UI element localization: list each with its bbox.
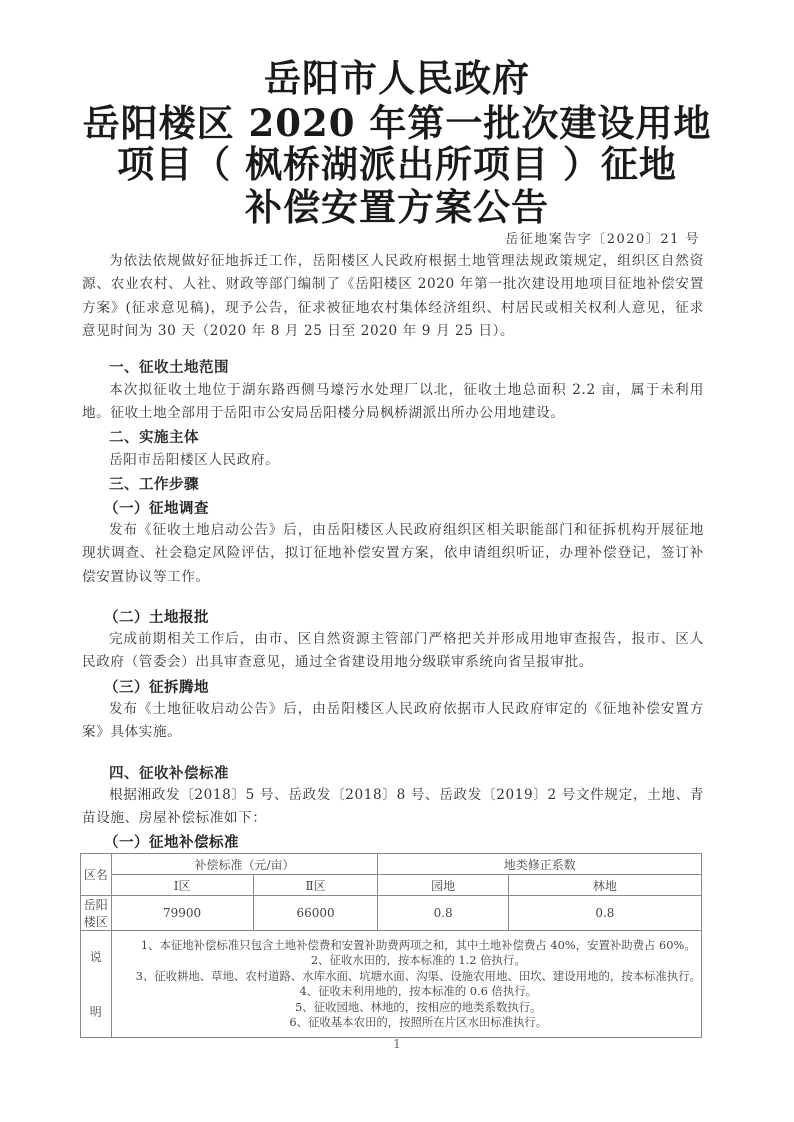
note-item: 5、征收园地、林地的，按相应的地类系数执行。 xyxy=(295,999,542,1014)
note-item: 2、征收水田的，按本标准的 1.2 倍执行。 xyxy=(310,953,526,967)
section-4-body: 根据湘政发〔2018〕5 号、岳政发〔2018〕8 号、岳政发〔2019〕2 号文件规定，土地、青苗设施、房屋补偿标准如下： xyxy=(82,787,704,827)
title-line-3: 项目（ 枫桥湖派出所项目 ）征地 xyxy=(117,142,677,186)
cell-zone-1: 79900 xyxy=(111,896,253,931)
subsection-3-2-heading: （二）土地报批 xyxy=(104,609,209,626)
header-zone-1: Ⅰ区 xyxy=(111,875,253,896)
section-2-heading: 二、实施主体 xyxy=(109,430,199,446)
table-header-row xyxy=(81,854,702,875)
compensation-table xyxy=(80,853,702,1038)
table-row xyxy=(81,896,702,931)
subsection-3-3-body: 发布《土地征收启动公告》后，由岳阳楼区人民政府依据市人民政府审定的《征地补偿安置方案》具体实施。 xyxy=(82,701,704,741)
subsection-3-2-body: 完成前期相关工作后，由市、区自然资源主管部门严格把关并形成用地审查报告，报市、区人民政府（管委会）出具审查意见，通过全省建设用地分级联审系统向省呈报审批。 xyxy=(82,631,704,671)
header-zone-2: Ⅱ区 xyxy=(253,875,378,896)
subsection-4-1-heading: （一）征地补偿标准 xyxy=(104,834,239,851)
header-land-coefficient: 地类修正系数 xyxy=(378,854,702,875)
title-line-1: 岳阳市人民政府 xyxy=(264,56,530,100)
cell-forest: 0.8 xyxy=(508,896,701,931)
header-garden: 园地 xyxy=(378,875,508,896)
cell-zone-2: 66000 xyxy=(253,896,378,931)
subsection-3-3-heading: （三）征拆腾地 xyxy=(104,679,209,696)
note-item: 6、征收基本农田的，按照所在片区水田标准执行。 xyxy=(289,1015,548,1029)
page-number: 1 xyxy=(393,1037,401,1051)
cell-garden: 0.8 xyxy=(378,896,508,931)
document-number: 岳征地案告字〔2020〕21 号 xyxy=(505,232,700,247)
subsection-3-1-body: 发布《征收土地启动公告》后，由岳阳楼区人民政府组织区相关职能部门和征拆机构开展征地现状调查、社会稳定风险评估，拟订征地补偿安置方案，依申请组织听证，办理补偿登记，签订补偿安置协议等工作。 xyxy=(82,522,704,585)
note-item: 3、征收耕地、草地、农村道路、水库水面、坑塘水面、沟渠、设施农用地、田坎、建设用地的，按本标准执行。 xyxy=(135,968,701,983)
section-3-heading: 三、工作步骤 xyxy=(109,477,199,493)
title-line-2: 岳阳楼区 2020 年第一批次建设用地 xyxy=(82,101,712,145)
notes-content xyxy=(111,931,701,1038)
notes-label xyxy=(81,931,112,1038)
note-item: 4、征收未利用地的，按本标准的 0.6 倍执行。 xyxy=(299,984,538,998)
subsection-3-1-heading: （一）征地调查 xyxy=(104,500,209,517)
cell-district: 岳阳楼区 xyxy=(81,896,112,931)
intro-paragraph: 为依法依规做好征地拆迁工作，岳阳楼区人民政府根据土地管理法规政策规定，组织区自然资源、农业农村、人社、财政等部门编制了《岳阳楼区 2020 年第一批次建设用地项目征地补偿安置方案》(征求意见稿)，现予公告，征求被征地农村集体经济组织、村居民或相关权利人意见，征求意见时间为 30 天（2020 年 8 月 25 日至 2020 年 9 月 25 日）。 xyxy=(82,253,704,339)
table-notes-row xyxy=(81,931,702,1038)
section-2-body: 岳阳市岳阳楼区人民政府。 xyxy=(109,452,280,468)
table-subheader-row xyxy=(81,875,702,896)
section-4-heading: 四、征收补偿标准 xyxy=(109,766,229,782)
title-line-4: 补偿安置方案公告 xyxy=(245,185,549,229)
header-compensation-standard: 补偿标准（元/亩） xyxy=(111,854,378,875)
notes-label-top: 说 xyxy=(89,950,102,964)
header-district: 区名 xyxy=(81,854,112,896)
notes-label-bottom: 明 xyxy=(89,1005,102,1019)
header-forest: 林地 xyxy=(508,875,701,896)
section-1-body: 本次拟征收土地位于湖东路西侧马壕污水处理厂以北，征收土地总面积 2.2 亩，属于未利用地。征收土地全部用于岳阳市公安局岳阳楼分局枫桥湖派出所办公用地建设。 xyxy=(82,382,704,422)
section-1-heading: 一、征收土地范围 xyxy=(109,360,229,376)
note-item: 1、本征地补偿标准只包含土地补偿费和安置补助费两项之和，其中土地补偿费占 40%，安置补助费占 60%。 xyxy=(140,937,696,952)
